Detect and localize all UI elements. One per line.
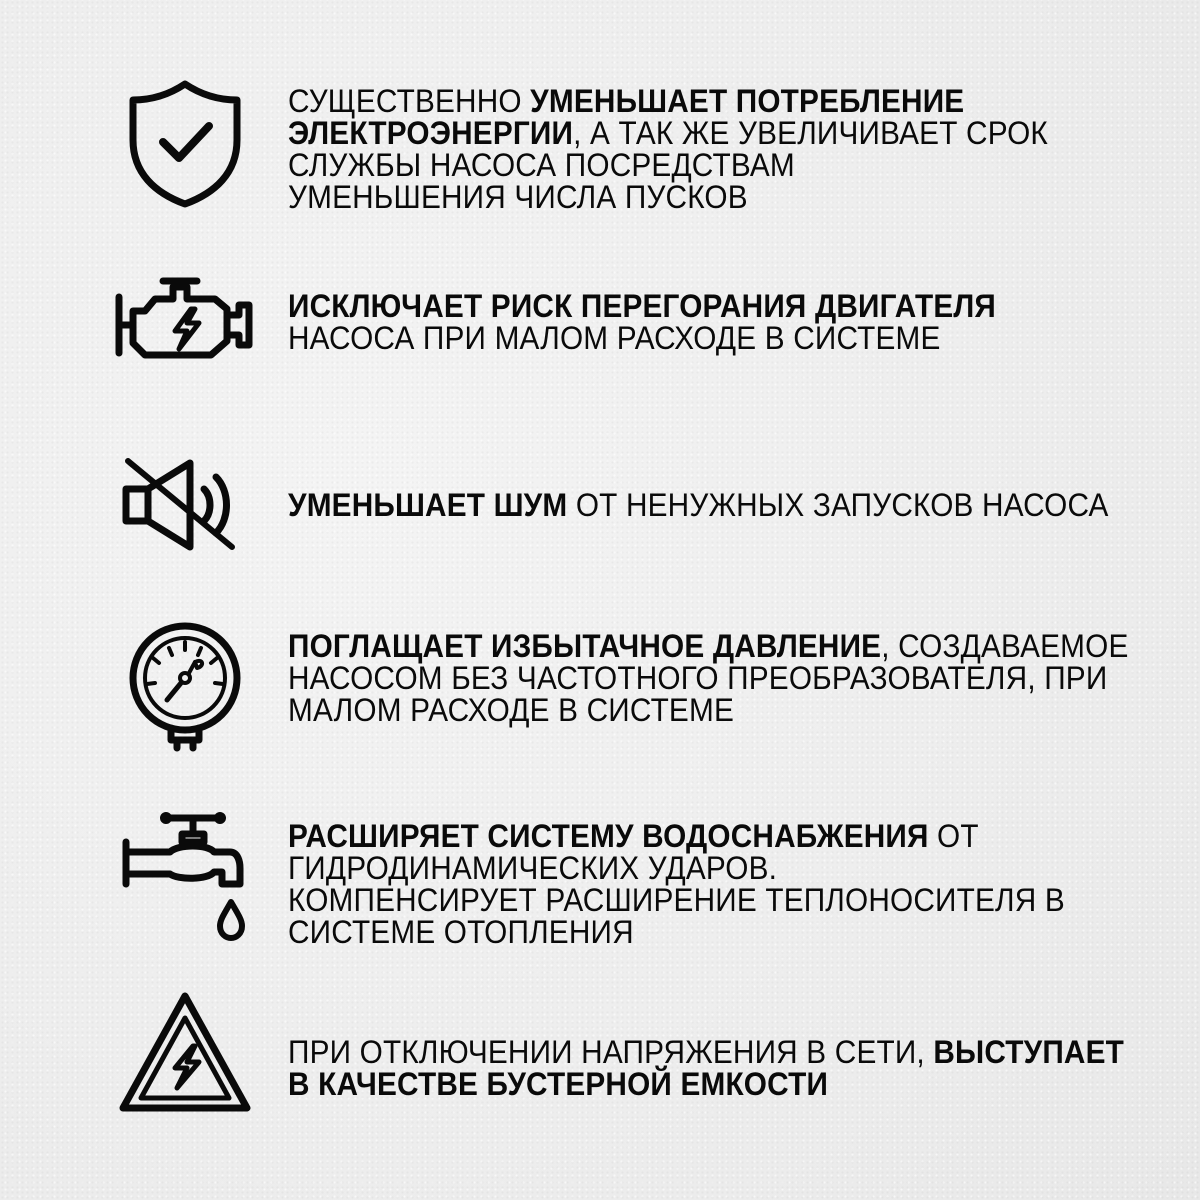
feature-line <box>288 694 1106 726</box>
feature-text-regular: ОТ <box>928 818 979 854</box>
feature-text-bold: ВЫСТУПАЕТ <box>933 1034 1125 1070</box>
feature-text-regular: , СОЗДАВАЕМОЕ <box>881 628 1129 664</box>
feature-line <box>288 487 1109 523</box>
feature-text-bold: ИСКЛЮЧАЕТ РИСК ПЕРЕГОРАНИЯ ДВИГАТЕЛЯ <box>288 288 997 324</box>
feature-text-bold: ЭЛЕКТРОЭНЕРГИИ <box>288 115 574 151</box>
water-tap-drop-icon <box>100 810 270 945</box>
feature-line <box>288 322 1106 354</box>
feature-line <box>288 85 1106 117</box>
pressure-gauge-icon <box>100 622 270 752</box>
feature-line <box>288 628 1129 664</box>
feature-text-regular: НАСОСА ПРИ МАЛОМ РАСХОДЕ В СИСТЕМЕ <box>288 320 941 356</box>
feature-line <box>288 1034 1125 1070</box>
feature-text-bold: ПОГЛАЩАЕТ ИЗБЫТАЧНОЕ ДАВЛЕНИЕ <box>288 628 882 664</box>
feature-line <box>288 884 1106 916</box>
feature-line <box>288 662 1106 694</box>
feature-text-regular: , А ТАК ЖЕ УВЕЛИЧИВАЕТ СРОК <box>573 115 1048 151</box>
feature-text-regular: СУЩЕСТВЕННО <box>288 83 531 119</box>
shield-check-icon <box>100 78 270 208</box>
feature-text-regular: НАСОСОМ БЕЗ ЧАСТОТНОГО ПРЕОБРАЗОВАТЕЛЯ, ПРИ <box>288 660 1108 696</box>
feature-line <box>288 290 1106 322</box>
feature-line <box>288 149 1106 181</box>
feature-text <box>288 820 1106 948</box>
feature-line <box>288 1068 1106 1100</box>
feature-text-bold: РАСШИРЯЕТ СИСТЕМУ ВОДОСНАБЖЕНИЯ <box>288 818 929 854</box>
feature-text <box>288 487 1109 523</box>
feature-text <box>288 85 1106 213</box>
feature-text-regular: ОТ НЕНУЖНЫХ ЗАПУСКОВ НАСОСА <box>567 487 1109 523</box>
feature-line <box>288 181 1106 213</box>
feature-text-regular: МАЛОМ РАСХОДЕ В СИСТЕМЕ <box>288 692 734 728</box>
feature-text-regular: СЛУЖБЫ НАСОСА ПОСРЕДСТВАМ <box>288 147 795 183</box>
feature-text <box>288 290 1106 354</box>
speaker-muted-icon <box>100 455 270 555</box>
feature-line <box>288 117 1106 149</box>
feature-line <box>288 820 1106 852</box>
feature-text <box>288 1034 1125 1102</box>
feature-text-regular: ПРИ ОТКЛЮЧЕНИИ НАПРЯЖЕНИЯ В СЕТИ, <box>288 1034 934 1070</box>
engine-lightning-icon <box>100 275 270 365</box>
feature-text-regular: ГИДРОДИНАМИЧЕСКИХ УДАРОВ. <box>288 850 778 886</box>
feature-text-bold: УМЕНЬШАЕТ ПОТРЕБЛЕНИЕ <box>530 83 965 119</box>
high-voltage-warning-icon <box>100 988 270 1118</box>
feature-text-bold: В КАЧЕСТВЕ БУСТЕРНОЙ ЕМКОСТИ <box>288 1066 829 1102</box>
feature-line <box>288 852 1106 884</box>
feature-text-regular: СИСТЕМЕ ОТОПЛЕНИЯ <box>288 914 634 950</box>
feature-text-bold: УМЕНЬШАЕТ ШУМ <box>288 487 568 523</box>
feature-text-regular: КОМПЕНСИРУЕТ РАСШИРЕНИЕ ТЕПЛОНОСИТЕЛЯ В <box>288 882 1065 918</box>
feature-text-regular: УМЕНЬШЕНИЯ ЧИСЛА ПУСКОВ <box>288 179 748 215</box>
feature-line <box>288 916 1106 948</box>
feature-text <box>288 628 1129 728</box>
